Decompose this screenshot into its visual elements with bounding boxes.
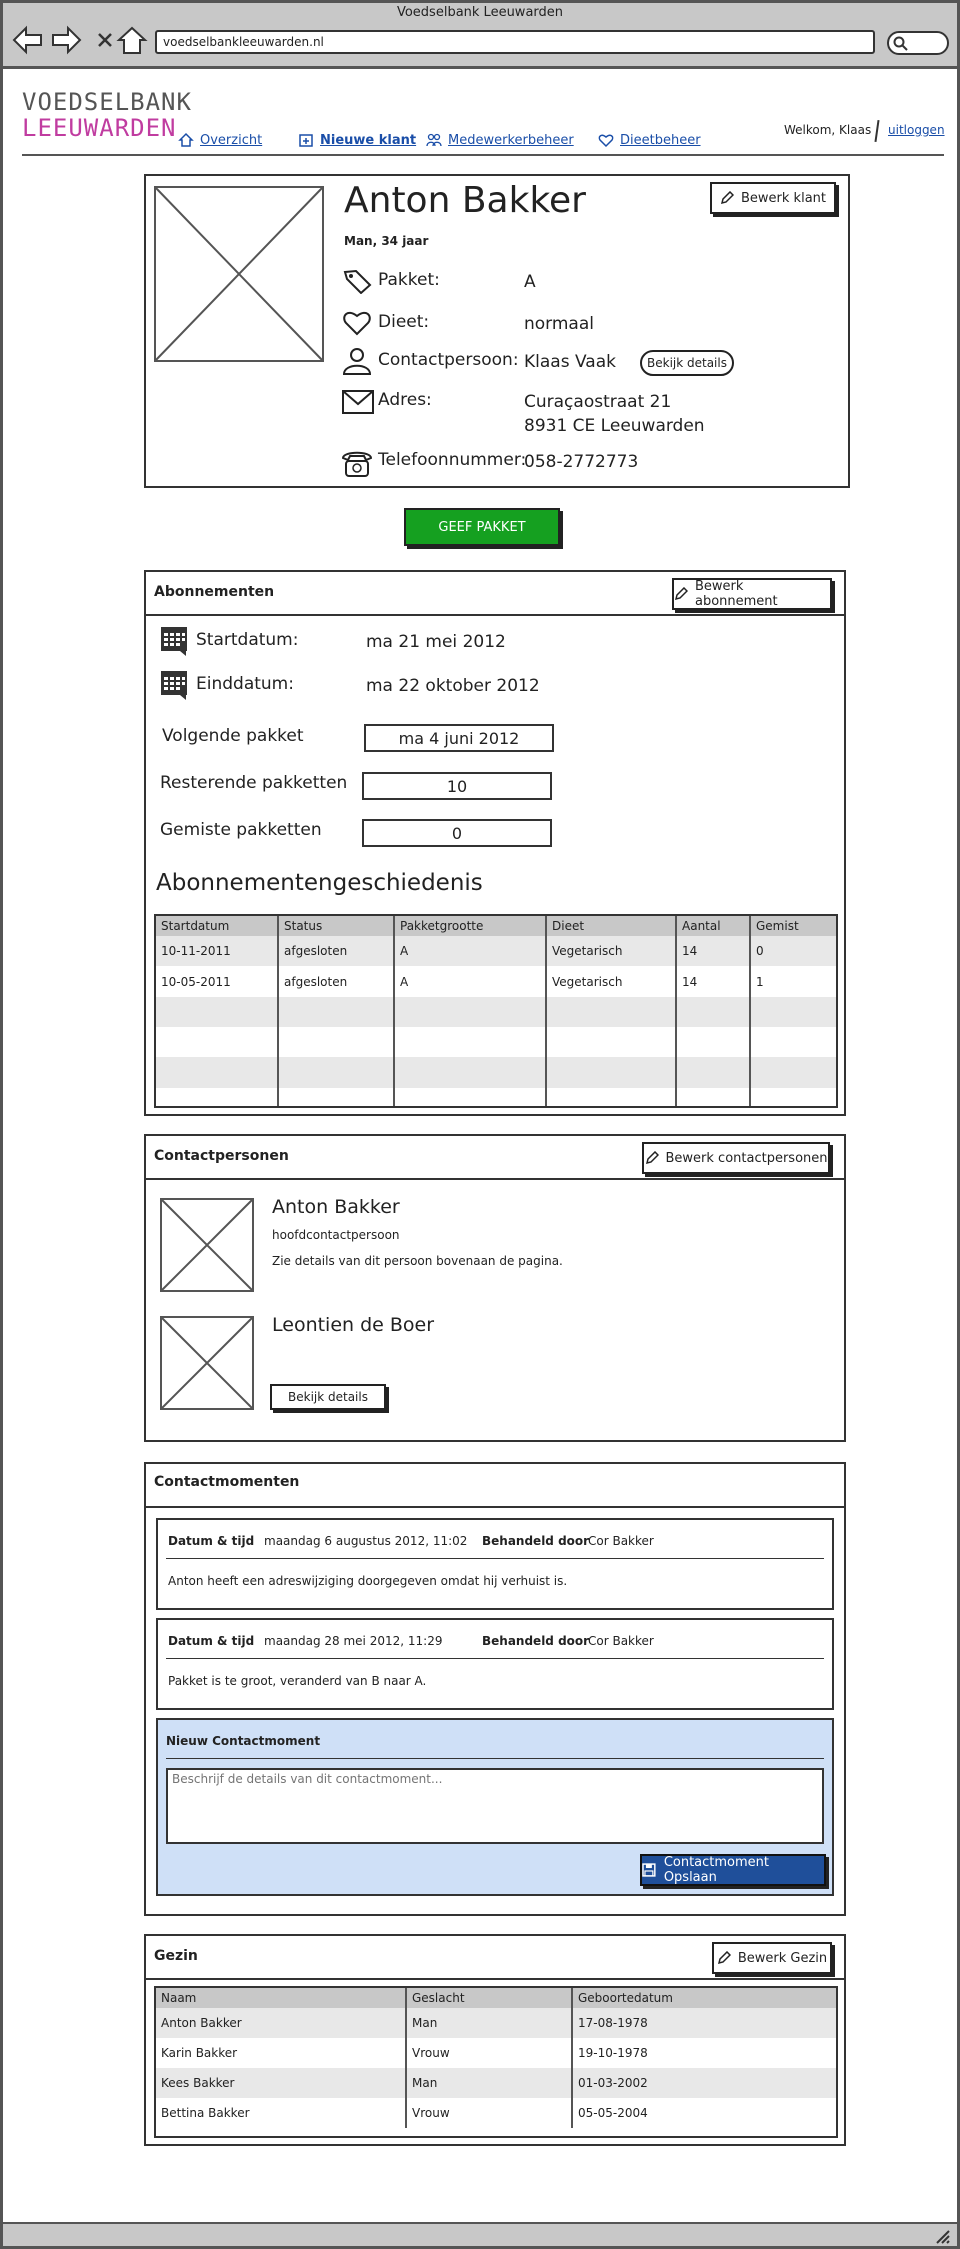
table-row[interactable]: [156, 2098, 836, 2128]
contact-name: Anton Bakker: [272, 1196, 400, 1218]
logo-line2: LEEUWARDEN: [22, 114, 177, 142]
pencil-icon: [717, 1951, 731, 1965]
pakket-label: Pakket:: [378, 270, 440, 290]
table-row-empty: [156, 997, 836, 1027]
nav-item-overzicht[interactable]: [178, 132, 262, 148]
contact-value: Klaas Vaak: [524, 352, 616, 372]
calendar-icon: [160, 670, 188, 700]
telephone-icon: [340, 448, 374, 478]
edit-client-button[interactable]: [710, 182, 836, 214]
dieet-label: Dieet:: [378, 312, 430, 332]
table-row-empty: [156, 1088, 836, 1106]
next-package-label: Volgende pakket: [162, 726, 304, 746]
table-cell: 10-05-2011: [161, 974, 231, 989]
next-package-field[interactable]: ma 4 juni 2012: [364, 724, 554, 752]
moment-date-label: Datum & tijd: [168, 1634, 255, 1648]
family-table: [156, 1988, 836, 2128]
table-cell: 01-03-2002: [572, 2068, 836, 2098]
nav-label: Dieetbeheer: [620, 132, 701, 148]
history-table: [156, 916, 836, 1106]
table-cell: 19-10-1978: [572, 2038, 836, 2068]
window-title: Voedselbank Leeuwarden: [396, 5, 564, 20]
add-icon: [298, 132, 314, 148]
new-moment-title: Nieuw Contactmoment: [166, 1734, 321, 1748]
moments-section: [144, 1462, 846, 1916]
client-photo-placeholder: [154, 186, 324, 362]
moment-handler: Cor Bakker: [588, 1534, 654, 1548]
table-cell: 0: [750, 936, 836, 966]
moment-date: maandag 28 mei 2012, 11:29: [264, 1634, 443, 1648]
moment-handler-label: Behandeld door: [482, 1634, 590, 1648]
column-header[interactable]: Geboortedatum: [572, 1988, 836, 2008]
save-icon: [642, 1863, 656, 1877]
edit-contacts-label: Bewerk contactpersonen: [665, 1150, 828, 1166]
edit-subscription-label: Bewerk abonnement: [694, 579, 778, 609]
contact-role: hoofdcontactpersoon: [272, 1228, 400, 1242]
logo-line1: VOEDSELBANK: [22, 88, 192, 116]
family-title: Gezin: [154, 1948, 198, 1964]
end-label: Einddatum:: [196, 674, 294, 694]
new-moment-panel: [156, 1718, 834, 1896]
moment-date: maandag 6 augustus 2012, 11:02: [264, 1534, 468, 1548]
edit-client-label: Bewerk klant: [741, 190, 826, 206]
subscriptions-section: [144, 570, 846, 1116]
section-divider: [146, 1978, 844, 1980]
table-row[interactable]: [156, 2068, 836, 2098]
table-cell: 1: [750, 966, 836, 996]
moment-handler: Cor Bakker: [588, 1634, 654, 1648]
table-cell: 05-05-2004: [572, 2098, 836, 2128]
pencil-icon: [674, 587, 688, 601]
person-icon: [342, 346, 372, 376]
table-cell: Man: [406, 2068, 572, 2098]
nav-label: Medewerkerbeheer: [448, 132, 574, 148]
adres-line1: Curaçaostraat 21: [524, 392, 672, 412]
table-cell: A: [394, 936, 546, 966]
telefoon-label: Telefoonnummer:: [378, 450, 527, 470]
contact-details-button[interactable]: Bekijk details: [270, 1384, 386, 1410]
telefoon-value: 058-2772773: [524, 452, 639, 472]
users-icon: [426, 132, 442, 148]
table-cell: Vrouw: [406, 2038, 572, 2068]
section-divider: [146, 1178, 844, 1180]
moment-text: Anton heeft een adreswijziging doorgegeven omdat hij verhuist is.: [168, 1574, 568, 1588]
nav-item-nieuwe-klant[interactable]: [298, 132, 416, 148]
forward-icon[interactable]: [49, 23, 83, 57]
nav-label: Overzicht: [200, 132, 263, 148]
contact-details-button[interactable]: Bekijk details: [640, 350, 734, 376]
table-cell: Karin Bakker: [161, 2046, 238, 2060]
table-cell: 10-11-2011: [156, 936, 278, 966]
missed-field[interactable]: 0: [362, 819, 552, 847]
table-row[interactable]: [156, 2038, 836, 2068]
start-label: Startdatum:: [196, 630, 299, 650]
table-cell: 14: [676, 936, 750, 966]
table-row[interactable]: [156, 936, 836, 966]
column-header[interactable]: Dieet: [546, 916, 676, 936]
dieet-value: normaal: [524, 314, 594, 334]
edit-subscription-button[interactable]: [672, 578, 832, 610]
client-card: [144, 174, 850, 488]
table-cell: afgesloten: [278, 936, 394, 966]
pencil-icon: [720, 191, 734, 205]
table-cell: afgesloten: [278, 966, 394, 996]
contact-label: Contactpersoon:: [378, 350, 519, 370]
start-value: ma 21 mei 2012: [366, 632, 506, 652]
new-moment-textarea[interactable]: [166, 1768, 824, 1844]
browser-toolbar: [3, 3, 957, 69]
end-value: ma 22 oktober 2012: [366, 676, 540, 696]
moment-text: Pakket is te groot, veranderd van B naar A.: [168, 1674, 427, 1688]
table-cell: Vegetarisch: [546, 966, 676, 996]
search-icon: [893, 36, 909, 52]
column-header[interactable]: Geslacht: [406, 1988, 572, 2008]
table-row[interactable]: [156, 2008, 836, 2038]
table-cell: Anton Bakker: [156, 2008, 406, 2038]
column-header[interactable]: Status: [278, 916, 394, 936]
moment-card: [156, 1518, 834, 1610]
url-input[interactable]: voedselbankleeuwarden.nl: [155, 30, 875, 54]
section-divider: [146, 1506, 844, 1508]
column-header[interactable]: Pakketgrootte: [394, 916, 546, 936]
header-divider: [22, 154, 944, 156]
pencil-icon: [645, 1151, 659, 1165]
contact-photo-placeholder: [160, 1198, 254, 1292]
column-header[interactable]: Gemist: [750, 916, 836, 936]
home-icon: [178, 132, 194, 148]
column-header[interactable]: Startdatum: [156, 916, 278, 936]
pakket-value: A: [524, 272, 536, 292]
save-moment-button[interactable]: [640, 1854, 826, 1886]
family-section: [144, 1934, 846, 2146]
table-cell: A: [394, 966, 546, 996]
table-cell: 17-08-1978: [572, 2008, 836, 2038]
table-cell: 14: [676, 966, 750, 996]
subscriptions-title: Abonnementen: [154, 584, 275, 600]
welcome-text: Welkom, Klaas: [784, 123, 872, 137]
table-cell: Vrouw: [406, 2098, 572, 2128]
moment-date-label: Datum & tijd: [168, 1534, 255, 1548]
status-bar: [3, 2222, 957, 2246]
table-row-empty: [156, 1057, 836, 1087]
contacts-title: Contactpersonen: [154, 1148, 289, 1164]
give-package-button[interactable]: GEEF PAKKET: [404, 508, 560, 546]
moment-card: [156, 1618, 834, 1710]
remaining-label: Resterende pakketten: [160, 773, 348, 793]
edit-contacts-button[interactable]: [642, 1142, 830, 1174]
moment-handler-label: Behandeld door: [482, 1534, 590, 1548]
back-icon[interactable]: [11, 23, 45, 57]
resize-grip-icon[interactable]: [933, 2227, 951, 2245]
client-subtitle: Man, 34 jaar: [344, 234, 429, 248]
home-icon[interactable]: [115, 23, 149, 57]
column-header[interactable]: Naam: [156, 1988, 406, 2008]
table-cell: Man: [406, 2008, 572, 2038]
logout-link[interactable]: uitloggen: [888, 123, 945, 137]
table-cell: Vegetarisch: [546, 936, 676, 966]
missed-label: Gemiste pakketten: [160, 820, 322, 840]
edit-family-button[interactable]: [712, 1942, 832, 1974]
save-moment-label: Contactmoment Opslaan: [663, 1855, 770, 1885]
adres-label: Adres:: [378, 390, 432, 410]
contacts-section: [144, 1134, 846, 1442]
mail-icon: [342, 390, 374, 414]
contact-note: Zie details van dit persoon bovenaan de pagina.: [272, 1254, 563, 1268]
table-row-empty: [156, 1027, 836, 1057]
calendar-icon: [160, 626, 188, 656]
moment-divider: [166, 1658, 824, 1659]
table-cell: Bettina Bakker: [161, 2106, 250, 2120]
table-cell: Kees Bakker: [156, 2068, 406, 2098]
adres-line2: 8931 CE Leeuwarden: [524, 416, 705, 436]
history-title: Abonnementengeschiedenis: [156, 870, 483, 896]
search-input[interactable]: [887, 31, 949, 55]
heart-icon: [598, 132, 614, 148]
edit-family-label: Bewerk Gezin: [737, 1950, 828, 1966]
client-name: Anton Bakker: [344, 180, 586, 221]
nav-label: Nieuwe klant: [320, 132, 417, 148]
contact-photo-placeholder: [160, 1316, 254, 1410]
moments-title: Contactmomenten: [154, 1474, 300, 1490]
section-divider: [146, 614, 844, 616]
remaining-field[interactable]: 10: [362, 772, 552, 800]
contact-name: Leontien de Boer: [272, 1314, 435, 1336]
table-row[interactable]: [156, 966, 836, 996]
moment-divider: [166, 1558, 824, 1559]
column-header[interactable]: Aantal: [676, 916, 750, 936]
new-moment-divider: [166, 1758, 824, 1759]
nav-item-dieetbeheer[interactable]: [598, 132, 701, 148]
heart-icon: [342, 308, 372, 336]
nav-item-medewerkerbeheer[interactable]: [426, 132, 574, 148]
tag-icon: [342, 268, 372, 294]
